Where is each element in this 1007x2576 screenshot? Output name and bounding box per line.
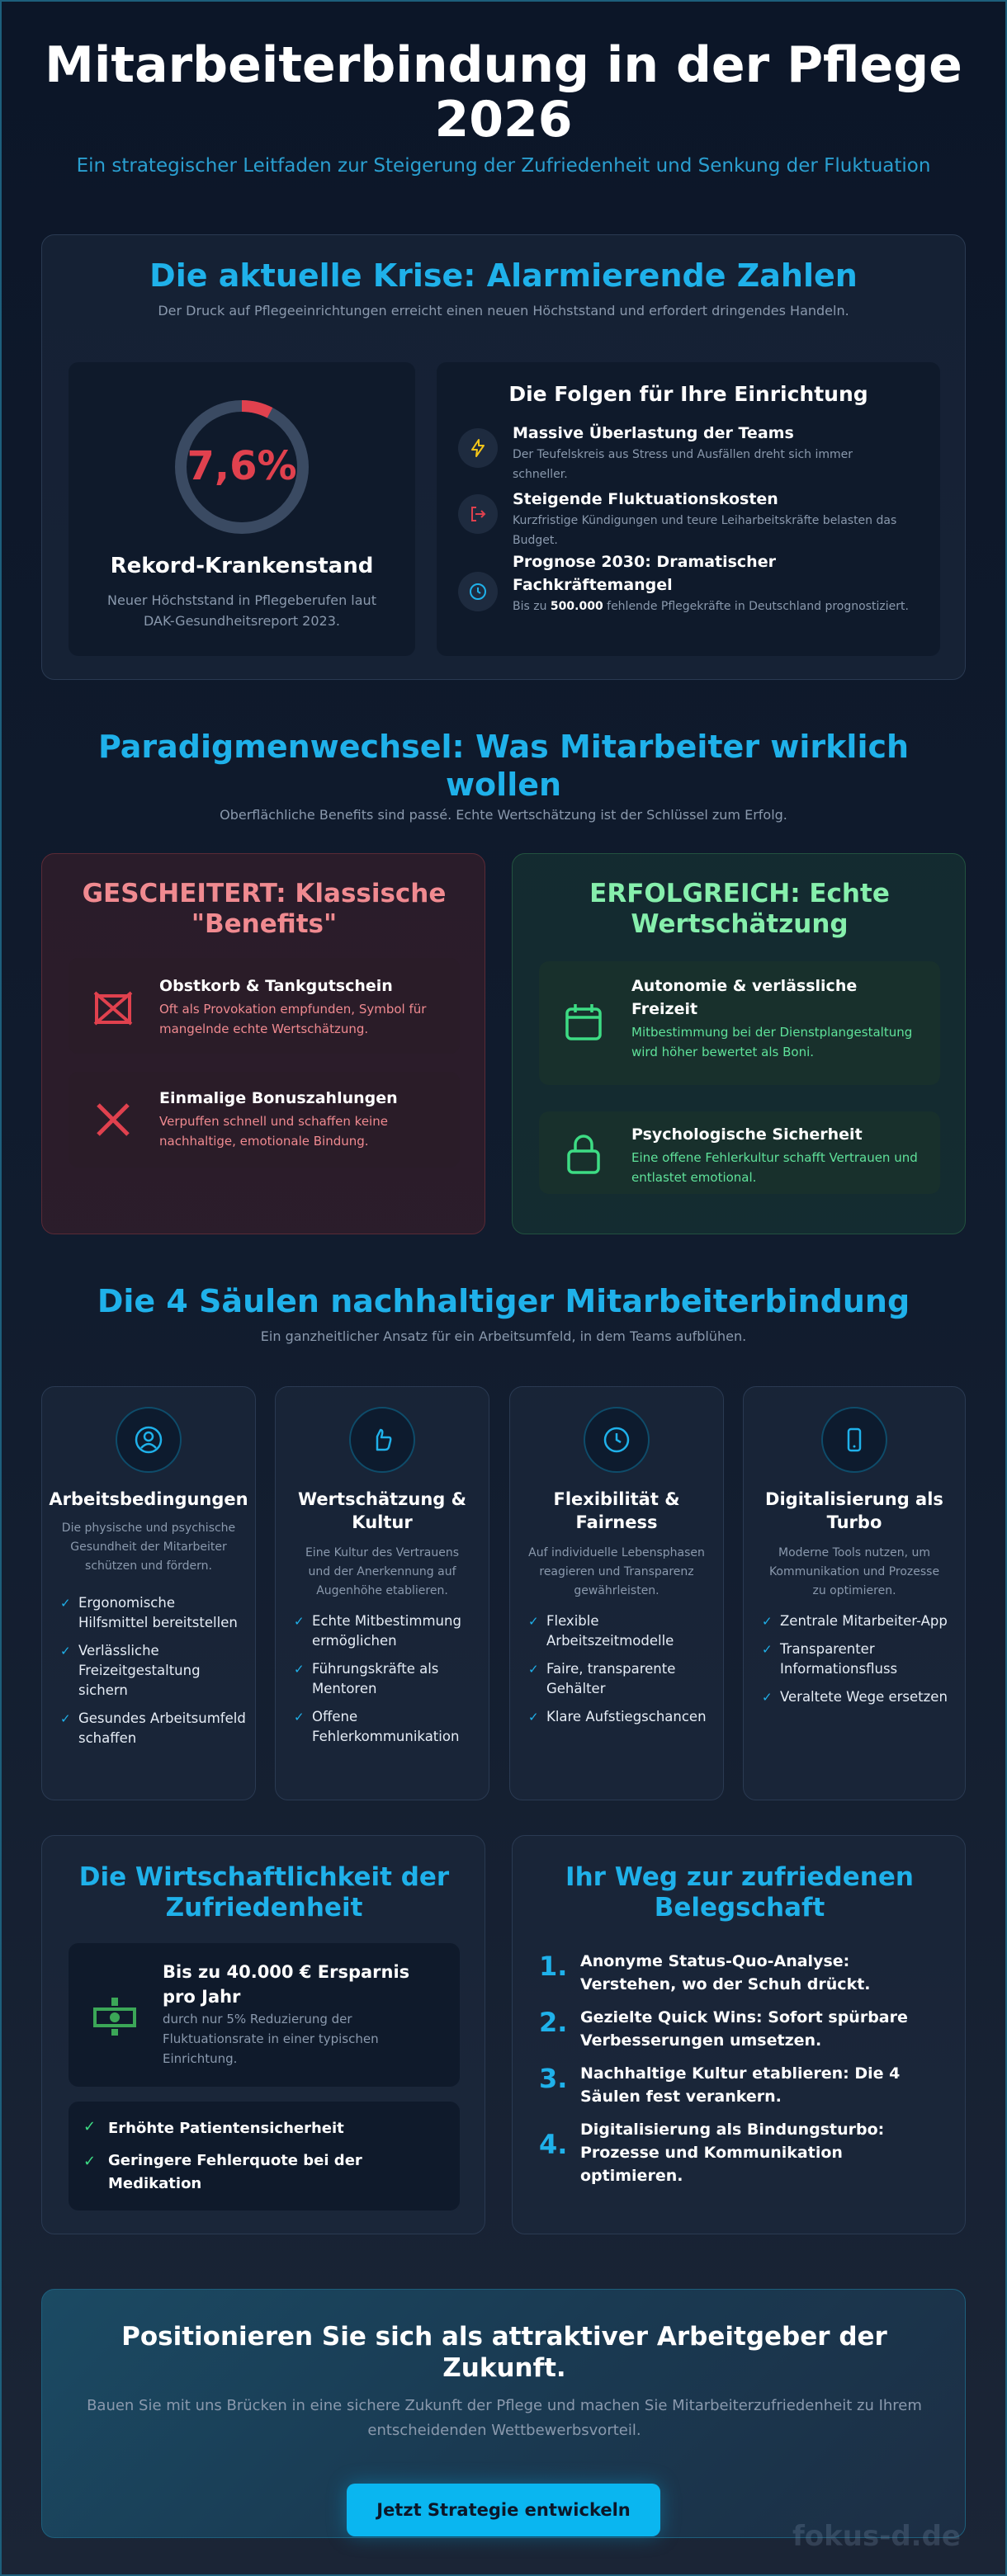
failed-title: GESCHEITERT: Klassische "Benefits" (82, 879, 447, 939)
pillar-card (743, 1386, 966, 1800)
pillar-title: Arbeitsbedingungen (49, 1489, 248, 1509)
user-circle-icon (116, 1407, 182, 1473)
success-item (539, 1111, 940, 1194)
pillar-point (60, 1641, 246, 1701)
crisis-title: Die aktuelle Krise: Alarmierende Zahlen (149, 257, 858, 294)
crisis-section (41, 234, 966, 680)
failed-item (69, 958, 460, 1054)
pillar-title: Digitalisierung als Turbo (765, 1489, 943, 1532)
step-number: 3. (539, 2063, 568, 2094)
clock-icon (458, 572, 498, 611)
success-item-desc: Mitbestimmung bei der Dienstplangestaltung wird höher bewertet als Boni. (631, 1025, 913, 1059)
pillar-point-text: Offene Fehlerkommunikation (312, 1709, 460, 1744)
pillar-points (294, 1611, 480, 1755)
pillar-point-text: Verlässliche Freizeitgestaltung sichern (78, 1643, 201, 1698)
cta-button[interactable]: Jetzt Strategie entwickeln (347, 2484, 660, 2536)
success-card (512, 853, 966, 1234)
paradigm-header (41, 728, 966, 823)
check-icon: ✓ (60, 1596, 71, 1611)
page-subtitle: Ein strategischer Leitfaden zur Steigerung der Zufriedenheit und Senkung der Fluktuation (76, 155, 931, 177)
pillar-point (294, 1611, 480, 1651)
pillar-point (294, 1659, 480, 1699)
pillar-point (762, 1611, 948, 1631)
check-icon: ✓ (762, 1614, 773, 1629)
pillar-point-text: Veraltete Wege ersetzen (780, 1689, 948, 1705)
pillar-point-text: Gesundes Arbeitsumfeld schaffen (78, 1710, 246, 1746)
clock-icon (584, 1407, 650, 1473)
consequence-title: Massive Überlastung der Teams (513, 424, 794, 442)
check-icon: ✓ (83, 2153, 97, 2170)
check-icon: ✓ (83, 2118, 97, 2135)
success-title: ERFOLGREICH: Echte Wertschätzung (589, 879, 890, 939)
pillar-point (528, 1659, 714, 1699)
step-text: Digitalisierung als Bindungsturbo: Prozesse und Kommunikation optimieren. (580, 2121, 885, 2185)
consequence-desc (513, 597, 909, 616)
check-icon: ✓ (528, 1662, 539, 1677)
desc-bold: 500.000 (550, 600, 603, 613)
check-icon: ✓ (294, 1614, 305, 1629)
pillar-point-text: Flexible Arbeitszeitmodelle (546, 1613, 674, 1649)
benefit-text: Erhöhte Patientensicherheit (108, 2120, 344, 2137)
check-icon: ✓ (762, 1690, 773, 1705)
path-title: Ihr Weg zur zufriedenen Belegschaft (565, 1862, 914, 1923)
failed-card (41, 853, 485, 1234)
pillar-point-text: Faire, transparente Gehälter (546, 1661, 676, 1696)
pillar-point (528, 1611, 714, 1651)
pillar-points (762, 1611, 948, 1715)
check-icon: ✓ (294, 1710, 305, 1724)
step-text: Anonyme Status-Quo-Analyse: Verstehen, wo der Schuh drückt. (580, 1952, 871, 1993)
benefits-box (69, 2102, 460, 2210)
check-icon: ✓ (762, 1642, 773, 1657)
pillar-point (528, 1707, 714, 1727)
hand-icon (349, 1407, 415, 1473)
check-icon: ✓ (528, 1710, 539, 1724)
pillar-point (762, 1687, 948, 1707)
stat-note: Neuer Höchststand in Pflegeberufen laut DAK-Gesundheitsreport 2023. (107, 592, 376, 629)
step-text: Gezielte Quick Wins: Sofort spürbare Verbesserungen umsetzen. (580, 2008, 908, 2050)
crisis-subtitle: Der Druck auf Pflegeeinrichtungen erreicht einen neuen Höchststand und erfordert dringendes Handeln. (158, 303, 849, 318)
lock-icon (562, 1133, 605, 1176)
pillar-point (60, 1593, 246, 1633)
pillar-point (762, 1639, 948, 1679)
savings-title: Bis zu 40.000 € Ersparnis pro Jahr (163, 1962, 410, 2007)
pillar-desc: Moderne Tools nutzen, um Kommunikation und Prozesse zu optimieren. (768, 1546, 940, 1597)
consequence-desc: Der Teufelskreis aus Stress und Ausfällen dreht sich immer schneller. (513, 448, 853, 481)
desc-post: fehlende Pflegekräfte in Deutschland prognostiziert. (603, 600, 909, 613)
step-number: 1. (539, 1951, 568, 1982)
check-icon: ✓ (294, 1662, 305, 1677)
economy-title: Die Wirtschaftlichkeit der Zufriedenheit (78, 1862, 450, 1923)
paradigm-title: Paradigmenwechsel: Was Mitarbeiter wirklich wollen (97, 729, 910, 803)
pillar-desc: Auf individuelle Lebensphasen reagieren und Transparenz gewährleisten. (528, 1546, 705, 1597)
watermark: fokus-d.de (792, 2520, 961, 2553)
path-card (512, 1835, 966, 2234)
pillar-title: Wertschätzung & Kultur (298, 1489, 466, 1532)
paradigm-subtitle: Oberflächliche Benefits sind passé. Echte Wertschätzung ist der Schlüssel zum Erfolg. (220, 807, 787, 823)
basket-x-icon (92, 984, 135, 1027)
desc-pre: Bis zu (513, 600, 551, 613)
consequence-title: Prognose 2030: Dramatischer Fachkräftemangel (513, 553, 776, 594)
economy-card (41, 1835, 485, 2234)
pillar-desc: Eine Kultur des Vertrauens und der Anerkennung auf Augenhöhe etablieren. (305, 1546, 460, 1597)
pillars-subtitle: Ein ganzheitlicher Ansatz für ein Arbeitsumfeld, in dem Teams aufblühen. (260, 1328, 747, 1344)
failed-item-title: Obstkorb & Tankgutschein (159, 977, 393, 995)
pillar-point-text: Klare Aufstiegschancen (546, 1709, 707, 1724)
consequences-card (437, 362, 940, 656)
pillar-point (60, 1709, 246, 1748)
failed-item-desc: Oft als Provokation empfunden, Symbol für mangelnde echte Wertschätzung. (159, 1002, 427, 1036)
savings-desc: durch nur 5% Reduzierung der Fluktuationsrate in einer typischen Einrichtung. (163, 2012, 379, 2066)
pillar-point (294, 1707, 480, 1747)
pillar-point-text: Echte Mitbestimmung ermöglichen (312, 1613, 461, 1649)
pillar-card (41, 1386, 256, 1800)
check-icon: ✓ (528, 1614, 539, 1629)
exit-icon (458, 494, 498, 534)
consequence-title: Steigende Fluktuationskosten (513, 490, 778, 508)
pillar-points (528, 1611, 714, 1735)
cta-title: Positionieren Sie sich als attraktiver Arbeitgeber der Zukunft. (121, 2322, 887, 2383)
stat-card (69, 362, 415, 656)
pillars-title: Die 4 Säulen nachhaltiger Mitarbeiterbindung (97, 1283, 910, 1319)
pillar-desc: Die physische und psychische Gesundheit der Mitarbeiter schützen und fördern. (61, 1522, 236, 1573)
lightning-icon (458, 428, 498, 468)
pillar-card (509, 1386, 724, 1800)
success-item-title: Psychologische Sicherheit (631, 1125, 863, 1144)
stat-label: Rekord-Krankenstand (110, 554, 374, 578)
x-icon (92, 1098, 135, 1141)
calendar-icon (562, 1001, 605, 1044)
consequence-desc: Kurzfristige Kündigungen und teure Leiharbeitskräfte belasten das Budget. (513, 514, 897, 547)
pillar-points (60, 1593, 246, 1757)
pillar-card (275, 1386, 489, 1800)
success-item (539, 961, 940, 1085)
consequences-title: Die Folgen für Ihre Einrichtung (508, 382, 868, 406)
pillar-point-text: Ergonomische Hilfsmittel bereitstellen (78, 1595, 238, 1630)
pillars-header (41, 1282, 966, 1348)
step-text: Nachhaltige Kultur etablieren: Die 4 Säulen fest verankern. (580, 2064, 901, 2106)
failed-item (69, 1072, 460, 1168)
pillar-title: Flexibilität & Fairness (553, 1489, 680, 1532)
savings-box (69, 1943, 460, 2087)
step-number: 2. (539, 2007, 568, 2038)
failed-item-title: Einmalige Bonuszahlungen (159, 1089, 398, 1107)
success-item-title: Autonomie & verlässliche Freizeit (631, 977, 858, 1018)
stat-value: 7,6% (187, 443, 297, 489)
cta-text: Bauen Sie mit uns Brücken in eine sichere Zukunft der Pflege und machen Sie Mitarbeiterzufriedenheit zu Ihrem entscheidenden Wettbewerbsvorteil. (87, 2397, 922, 2439)
success-item-desc: Eine offene Fehlerkultur schafft Vertrauen und entlastet emotional. (631, 1150, 918, 1185)
pillar-point-text: Führungskräfte als Mentoren (312, 1661, 439, 1696)
check-icon: ✓ (60, 1711, 71, 1726)
check-icon: ✓ (60, 1644, 71, 1658)
benefit-text: Geringere Fehlerquote bei der Medikation (108, 2152, 362, 2192)
money-icon (90, 1991, 139, 2041)
failed-item-desc: Verpuffen schnell und schaffen keine nachhaltige, emotionale Bindung. (159, 1114, 388, 1149)
pillar-point-text: Transparenter Informationsfluss (780, 1641, 898, 1677)
step-number: 4. (539, 2129, 568, 2160)
page-title: Mitarbeiterbindung in der Pflege 2026 (45, 36, 962, 149)
smartphone-icon (821, 1407, 887, 1473)
pillar-point-text: Zentrale Mitarbeiter-App (780, 1613, 948, 1629)
